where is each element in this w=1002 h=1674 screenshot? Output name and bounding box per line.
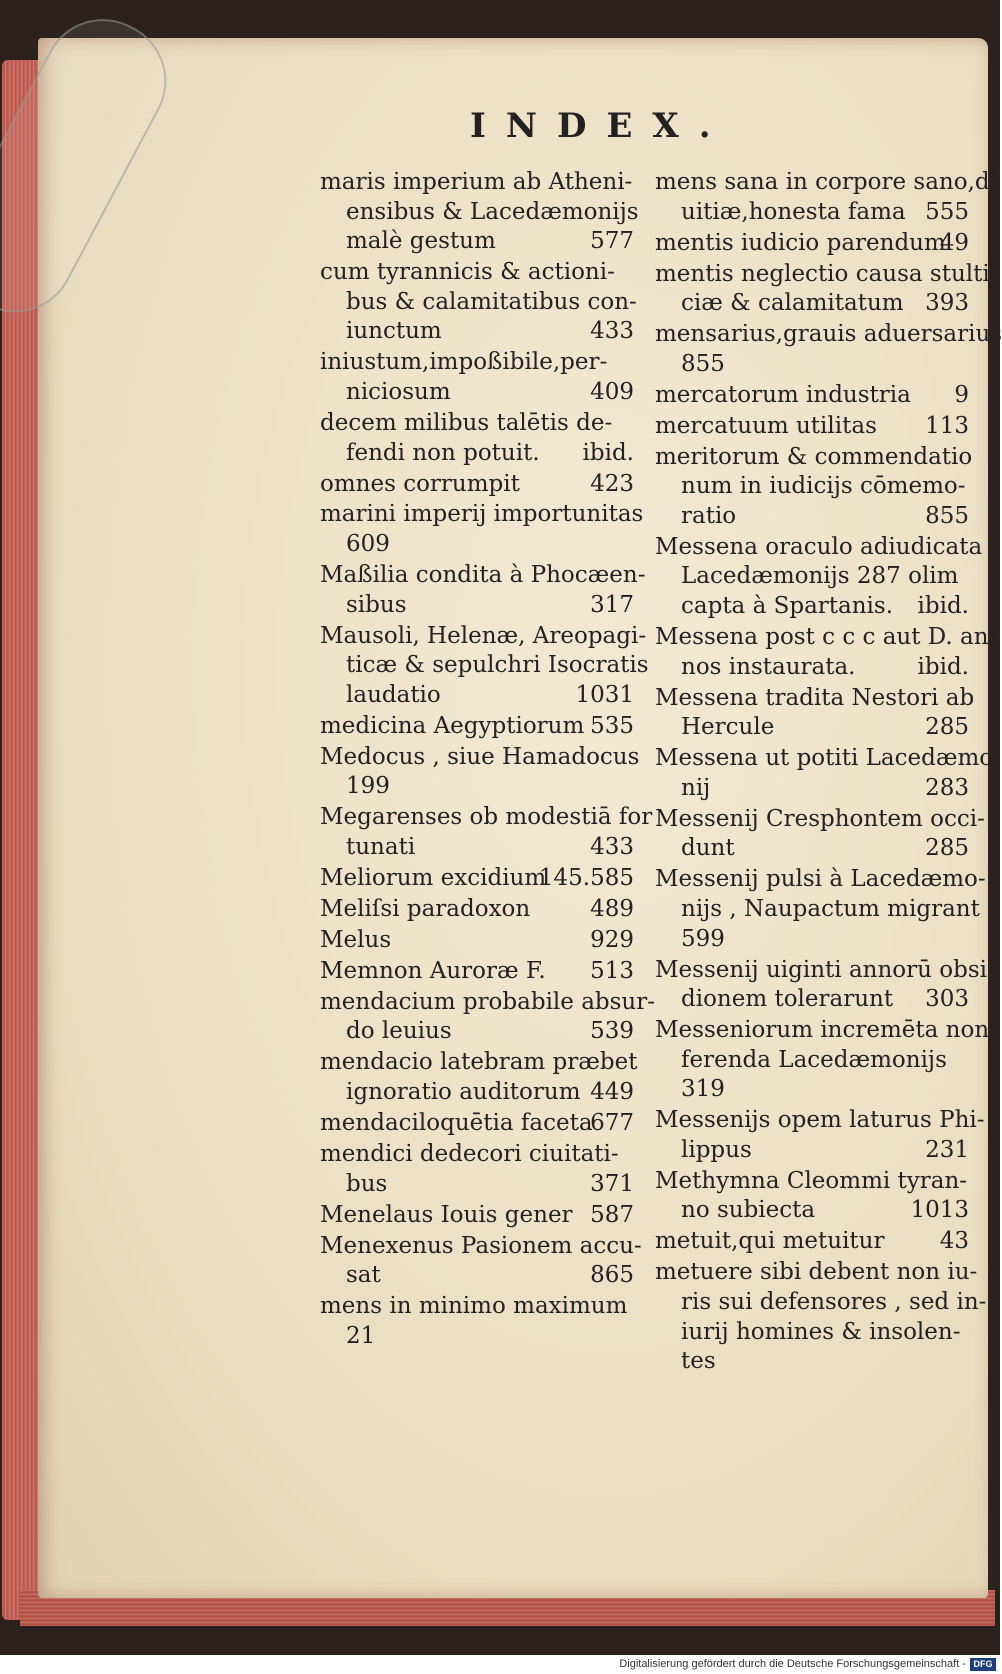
index-entry-line (320, 895, 640, 925)
index-entry-line (320, 530, 640, 560)
index-entry-text: Messena ut potiti Lacedæmo (655, 745, 994, 772)
index-entry-line (655, 774, 975, 804)
index-entry-text: ratio (681, 502, 737, 529)
index-entry-line (320, 1201, 640, 1231)
index-page-number: 283 (925, 774, 969, 801)
index-entry (320, 926, 640, 956)
index-entry (655, 956, 987, 1015)
index-entry (655, 1106, 985, 1165)
index-entry-line (655, 653, 975, 683)
index-page-number: 285 (925, 714, 969, 741)
index-entry (320, 803, 653, 862)
index-entry-text: ferenda Lacedæmonijs (681, 1046, 947, 1073)
index-entry-text: mendici dedecori ciuitati- (320, 1141, 619, 1168)
index-entry (655, 623, 997, 682)
index-entry-text: decem milibus talētis de- (320, 409, 613, 436)
index-entry-line (655, 168, 997, 198)
index-entry (655, 865, 986, 954)
index-entry-line (320, 348, 640, 378)
index-entry-text: sat (346, 1262, 381, 1289)
index-entry-text: mendacio latebram præbet (320, 1049, 638, 1076)
index-page-number: 677 (590, 1110, 634, 1137)
index-entry-line (655, 1196, 975, 1226)
index-page-number: 303 (925, 986, 969, 1013)
index-entry (320, 1140, 640, 1199)
index-entry-line (655, 472, 975, 502)
index-entry-text: 609 (346, 531, 390, 558)
index-entry-line (320, 926, 640, 956)
index-entry (320, 348, 640, 407)
index-entry-text: Medocus , siue Hamadocus (320, 743, 640, 770)
index-entry-text: Melus (320, 926, 392, 953)
index-page-number: 1031 (575, 681, 634, 708)
index-entry-text: mendacium probabile absur- (320, 988, 656, 1015)
index-entry (320, 1109, 640, 1139)
index-entry-line (655, 834, 975, 864)
index-entry-line (655, 623, 997, 653)
index-entry-text: medicina Aegyptiorum (320, 712, 585, 739)
index-entry-text: Messena post c c c aut D. an- (655, 624, 997, 651)
index-page-number: 49 (939, 229, 969, 256)
index-entry-text: 599 (681, 925, 725, 952)
index-entry (320, 864, 640, 894)
index-page-number: 1013 (910, 1197, 969, 1224)
index-entry-text: tunati (346, 833, 416, 860)
index-page-number: 855 (925, 502, 969, 529)
index-entry-line (655, 925, 975, 955)
index-entry (655, 168, 997, 227)
index-entry-line (320, 288, 640, 318)
index-entry-text: Messena oraculo adiudicata (655, 533, 983, 560)
index-entry (655, 684, 975, 743)
index-entry-text: num in iudicijs cōmemo- (681, 473, 966, 500)
index-entry-line (655, 320, 1002, 350)
index-entry-line (320, 1261, 640, 1291)
index-entry-line (320, 681, 640, 711)
index-entry-text: no subiecta (681, 1197, 816, 1224)
index-entry-line (655, 1258, 978, 1288)
index-entry-text: fendi non potuit. (346, 439, 540, 466)
index-page-number: 113 (925, 412, 969, 439)
index-entry-text: mens sana in corpore sano,di (655, 169, 997, 195)
index-entry (320, 258, 640, 347)
index-entry-text: capta à Spartanis. (681, 593, 894, 620)
index-entry-line (320, 1017, 640, 1047)
index-entry (655, 744, 994, 803)
index-entry-text: Messeniorum incremēta non (655, 1017, 990, 1044)
index-entry-text: nijs , Naupactum migrant (681, 895, 980, 922)
index-entry-line (320, 651, 649, 681)
index-entry-text: iurij homines & insolen- (681, 1318, 961, 1345)
index-page-number: 9 (954, 381, 969, 408)
index-page-number: 317 (590, 591, 634, 618)
index-entry-text: laudatio (346, 681, 441, 708)
index-entry-line (655, 805, 985, 835)
page-header: INDEX. (470, 106, 731, 146)
index-entry-line (655, 502, 975, 532)
index-entry-line (655, 713, 975, 743)
index-entry (655, 381, 975, 411)
index-entry-line (655, 289, 975, 319)
index-page-number: ibid. (917, 653, 969, 680)
index-entry-line (320, 1170, 640, 1200)
index-entry-text: Maßilia condita à Phocæen- (320, 562, 646, 589)
index-page-number: 433 (590, 318, 634, 345)
index-entry-text: mentis iudicio parendum (655, 229, 946, 256)
index-entry-text: mensarius,grauis aduersarius (655, 321, 1002, 348)
index-entry-line (320, 1232, 640, 1262)
index-entry-text: uitiæ,honesta fama (681, 198, 906, 225)
index-entry-line (320, 439, 640, 469)
index-entry-line (320, 1048, 640, 1078)
index-entry-line (320, 772, 640, 802)
index-entry-line (320, 833, 640, 863)
index-entry-text: mentis neglectio causa stulti- (655, 260, 998, 287)
index-entry-line (655, 1167, 975, 1197)
index-entry-line (320, 1109, 640, 1139)
index-page-number: 409 (590, 378, 634, 405)
index-entry-text: ciæ & calamitatum (681, 290, 904, 317)
index-entry-line (655, 684, 975, 714)
index-entry-line (655, 533, 983, 563)
index-entry-text: niciosum (346, 378, 451, 405)
index-entry-text: meritorum & commendatio (655, 443, 973, 470)
index-entry (320, 957, 640, 987)
index-entry-text: 199 (346, 773, 390, 800)
index-entry-line (320, 500, 644, 530)
index-entry-text: Mausoli, Helenæ, Areopagi- (320, 622, 647, 649)
index-entry (655, 1227, 975, 1257)
index-page-number: 145.585 (538, 864, 634, 891)
index-page-number: 489 (590, 895, 634, 922)
index-entry (655, 443, 975, 532)
index-entry-line (320, 258, 640, 288)
index-page-number: ibid. (917, 593, 969, 620)
index-entry-text: dunt (681, 835, 735, 862)
index-column-right (655, 168, 1002, 1375)
index-entry (655, 320, 1002, 379)
index-entry-line (655, 1136, 975, 1166)
index-entry-text: Menexenus Pasionem accu- (320, 1232, 642, 1259)
index-entry-text: Megarenses ob modestiā for (320, 804, 653, 831)
index-page-number: 865 (590, 1262, 634, 1289)
index-entry-line (655, 260, 998, 290)
index-entry-line (655, 956, 987, 986)
index-page-number: 371 (590, 1170, 634, 1197)
index-entry (320, 1048, 640, 1107)
index-entry-text: 319 (681, 1076, 725, 1103)
index-entry-line (655, 1016, 990, 1046)
index-entry (320, 561, 646, 620)
index-entry-line (655, 895, 980, 925)
index-page-number: 513 (590, 957, 634, 984)
index-entry-line (320, 864, 640, 894)
index-entry (320, 712, 640, 742)
index-entry-line (655, 1288, 987, 1318)
index-entry (655, 412, 975, 442)
index-entry-line (320, 988, 656, 1018)
index-entry-line (320, 712, 640, 742)
index-entry (320, 500, 644, 559)
index-page-number: ibid. (582, 439, 634, 466)
index-entry-text: iniustum,impoßibile,per- (320, 349, 608, 376)
index-entry-text: lippus (681, 1136, 752, 1163)
index-entry-line (655, 198, 975, 228)
dfg-logo: DFG (970, 1658, 996, 1671)
index-entry (320, 743, 640, 802)
index-entry-text: cum tyrannicis & actioni- (320, 259, 615, 286)
index-entry (655, 229, 975, 259)
index-entry-line (655, 1046, 975, 1076)
index-entry-line (655, 592, 975, 622)
index-entry-text: iunctum (346, 318, 442, 345)
index-entry-text: do leuius (346, 1018, 452, 1045)
index-entry-text: bus & calamitatibus con- (346, 288, 637, 315)
index-page-number: 393 (925, 290, 969, 317)
index-entry (320, 168, 640, 257)
index-entry-line (320, 591, 640, 621)
index-entry-text: tes (681, 1348, 716, 1375)
index-entry-line (655, 1227, 975, 1257)
index-page-number: 555 (925, 198, 969, 225)
index-entry-text: omnes corrumpit (320, 470, 520, 497)
index-entry-text: ignoratio auditorum (346, 1079, 581, 1106)
index-entry-line (320, 198, 640, 228)
index-entry (320, 1292, 640, 1351)
index-page-number: 539 (590, 1018, 634, 1045)
index-entry-text: mercatorum industria (655, 381, 911, 408)
index-entry-line (655, 381, 975, 411)
digitization-footer (0, 1655, 1000, 1674)
index-entry-text: bus (346, 1170, 388, 1197)
index-entry-text: Hercule (681, 714, 775, 741)
index-entry-text: 21 (346, 1322, 376, 1349)
index-entry-text: malè gestum (346, 228, 496, 255)
index-entry-text: Menelaus Iouis gener (320, 1201, 573, 1228)
index-entry-line (655, 744, 994, 774)
index-entry-line (320, 1322, 640, 1352)
footer-credit-text: Digitalisierung gefördert durch die Deutsche Forschungsgemeinschaft - (619, 1658, 966, 1670)
index-entry (655, 260, 998, 319)
index-entry-line (655, 865, 986, 895)
index-entry-line (320, 743, 640, 773)
index-entry-line (655, 412, 975, 442)
index-entry-line (655, 1106, 985, 1136)
index-entry (655, 1167, 975, 1226)
index-entry-line (320, 227, 640, 257)
index-page-number: 587 (590, 1201, 634, 1228)
index-entry (320, 1201, 640, 1231)
index-entry-line (655, 443, 975, 473)
index-entry-text: sibus (346, 591, 407, 618)
index-entry-line (320, 168, 640, 198)
index-entry-text: Messenij uiginti annorū obsi (655, 956, 987, 983)
index-entry-text: mendaciloquētia faceta (320, 1110, 593, 1137)
index-entry-line (320, 957, 640, 987)
index-entry (655, 805, 985, 864)
index-entry (320, 622, 649, 711)
index-entry-text: Methymna Cleommi tyran- (655, 1167, 968, 1194)
index-entry (655, 533, 983, 622)
index-entry-line (320, 378, 640, 408)
index-entry-text: dionem tolerarunt (681, 986, 894, 1013)
index-entry-text: Lacedæmonijs 287 olim (681, 563, 959, 590)
index-entry-line (320, 622, 647, 652)
index-entry-text: Messenijs opem laturus Phi- (655, 1107, 985, 1134)
index-entry-text: Messenij pulsi à Lacedæmo- (655, 866, 986, 893)
index-entry (320, 1232, 640, 1291)
index-page-number: 433 (590, 833, 634, 860)
index-entry (320, 988, 656, 1047)
index-entry-text: Memnon Auroræ F. (320, 957, 546, 984)
index-entry-line (655, 229, 975, 259)
index-entry-text: Messenij Cresphontem occi- (655, 805, 985, 832)
index-entry-text: mercatuum utilitas (655, 412, 877, 439)
index-entry-line (320, 561, 646, 591)
index-entry-text: Meliorum excidium (320, 864, 547, 891)
index-entry-text: maris imperium ab Atheni- (320, 169, 633, 195)
index-entry-text: ensibus & Lacedæmonijs (346, 198, 639, 225)
index-page-number: 577 (590, 228, 634, 255)
index-entry (655, 1258, 987, 1376)
index-entry-line (655, 1075, 975, 1105)
index-entry (655, 1016, 990, 1105)
index-entry-text: ris sui defensores , sed in- (681, 1289, 987, 1315)
index-entry-line (655, 985, 975, 1015)
index-column-left (320, 168, 656, 1349)
index-entry-line (320, 409, 640, 439)
index-entry-text: mens in minimo maximum (320, 1293, 628, 1320)
index-entry-line (655, 1318, 975, 1348)
index-entry-line (655, 562, 975, 592)
index-page-number: 231 (925, 1136, 969, 1163)
index-entry-line (320, 317, 640, 347)
index-entry-line (320, 803, 653, 833)
index-entry-text: Meliſsi paradoxon (320, 895, 531, 922)
index-entry-line (655, 350, 975, 380)
index-entry-text: marini imperij importunitas (320, 501, 644, 528)
index-entry-line (655, 1347, 975, 1377)
index-page-number: 43 (939, 1228, 969, 1255)
index-page-number: 423 (590, 470, 634, 497)
index-entry-text: nos instaurata. (681, 653, 856, 680)
index-entry-line (320, 1078, 640, 1108)
index-entry-text: 855 (681, 350, 725, 377)
index-entry-text: metuit,qui metuitur (655, 1228, 885, 1255)
index-entry-line (320, 470, 640, 500)
index-page-number: 929 (590, 926, 634, 953)
index-entry-line (320, 1292, 640, 1322)
index-entry-text: ticæ & sepulchri Isocratis (346, 652, 649, 679)
index-entry-text: Messena tradita Nestori ab (655, 684, 975, 711)
index-page-number: 449 (590, 1079, 634, 1106)
index-entry (320, 409, 640, 468)
index-entry-text: metuere sibi debent non iu- (655, 1259, 978, 1286)
index-page-number: 535 (590, 712, 634, 739)
index-entry-text: nij (681, 774, 711, 801)
index-entry (320, 895, 640, 925)
index-entry-line (320, 1140, 640, 1170)
index-entry (320, 470, 640, 500)
index-page-number: 285 (925, 835, 969, 862)
